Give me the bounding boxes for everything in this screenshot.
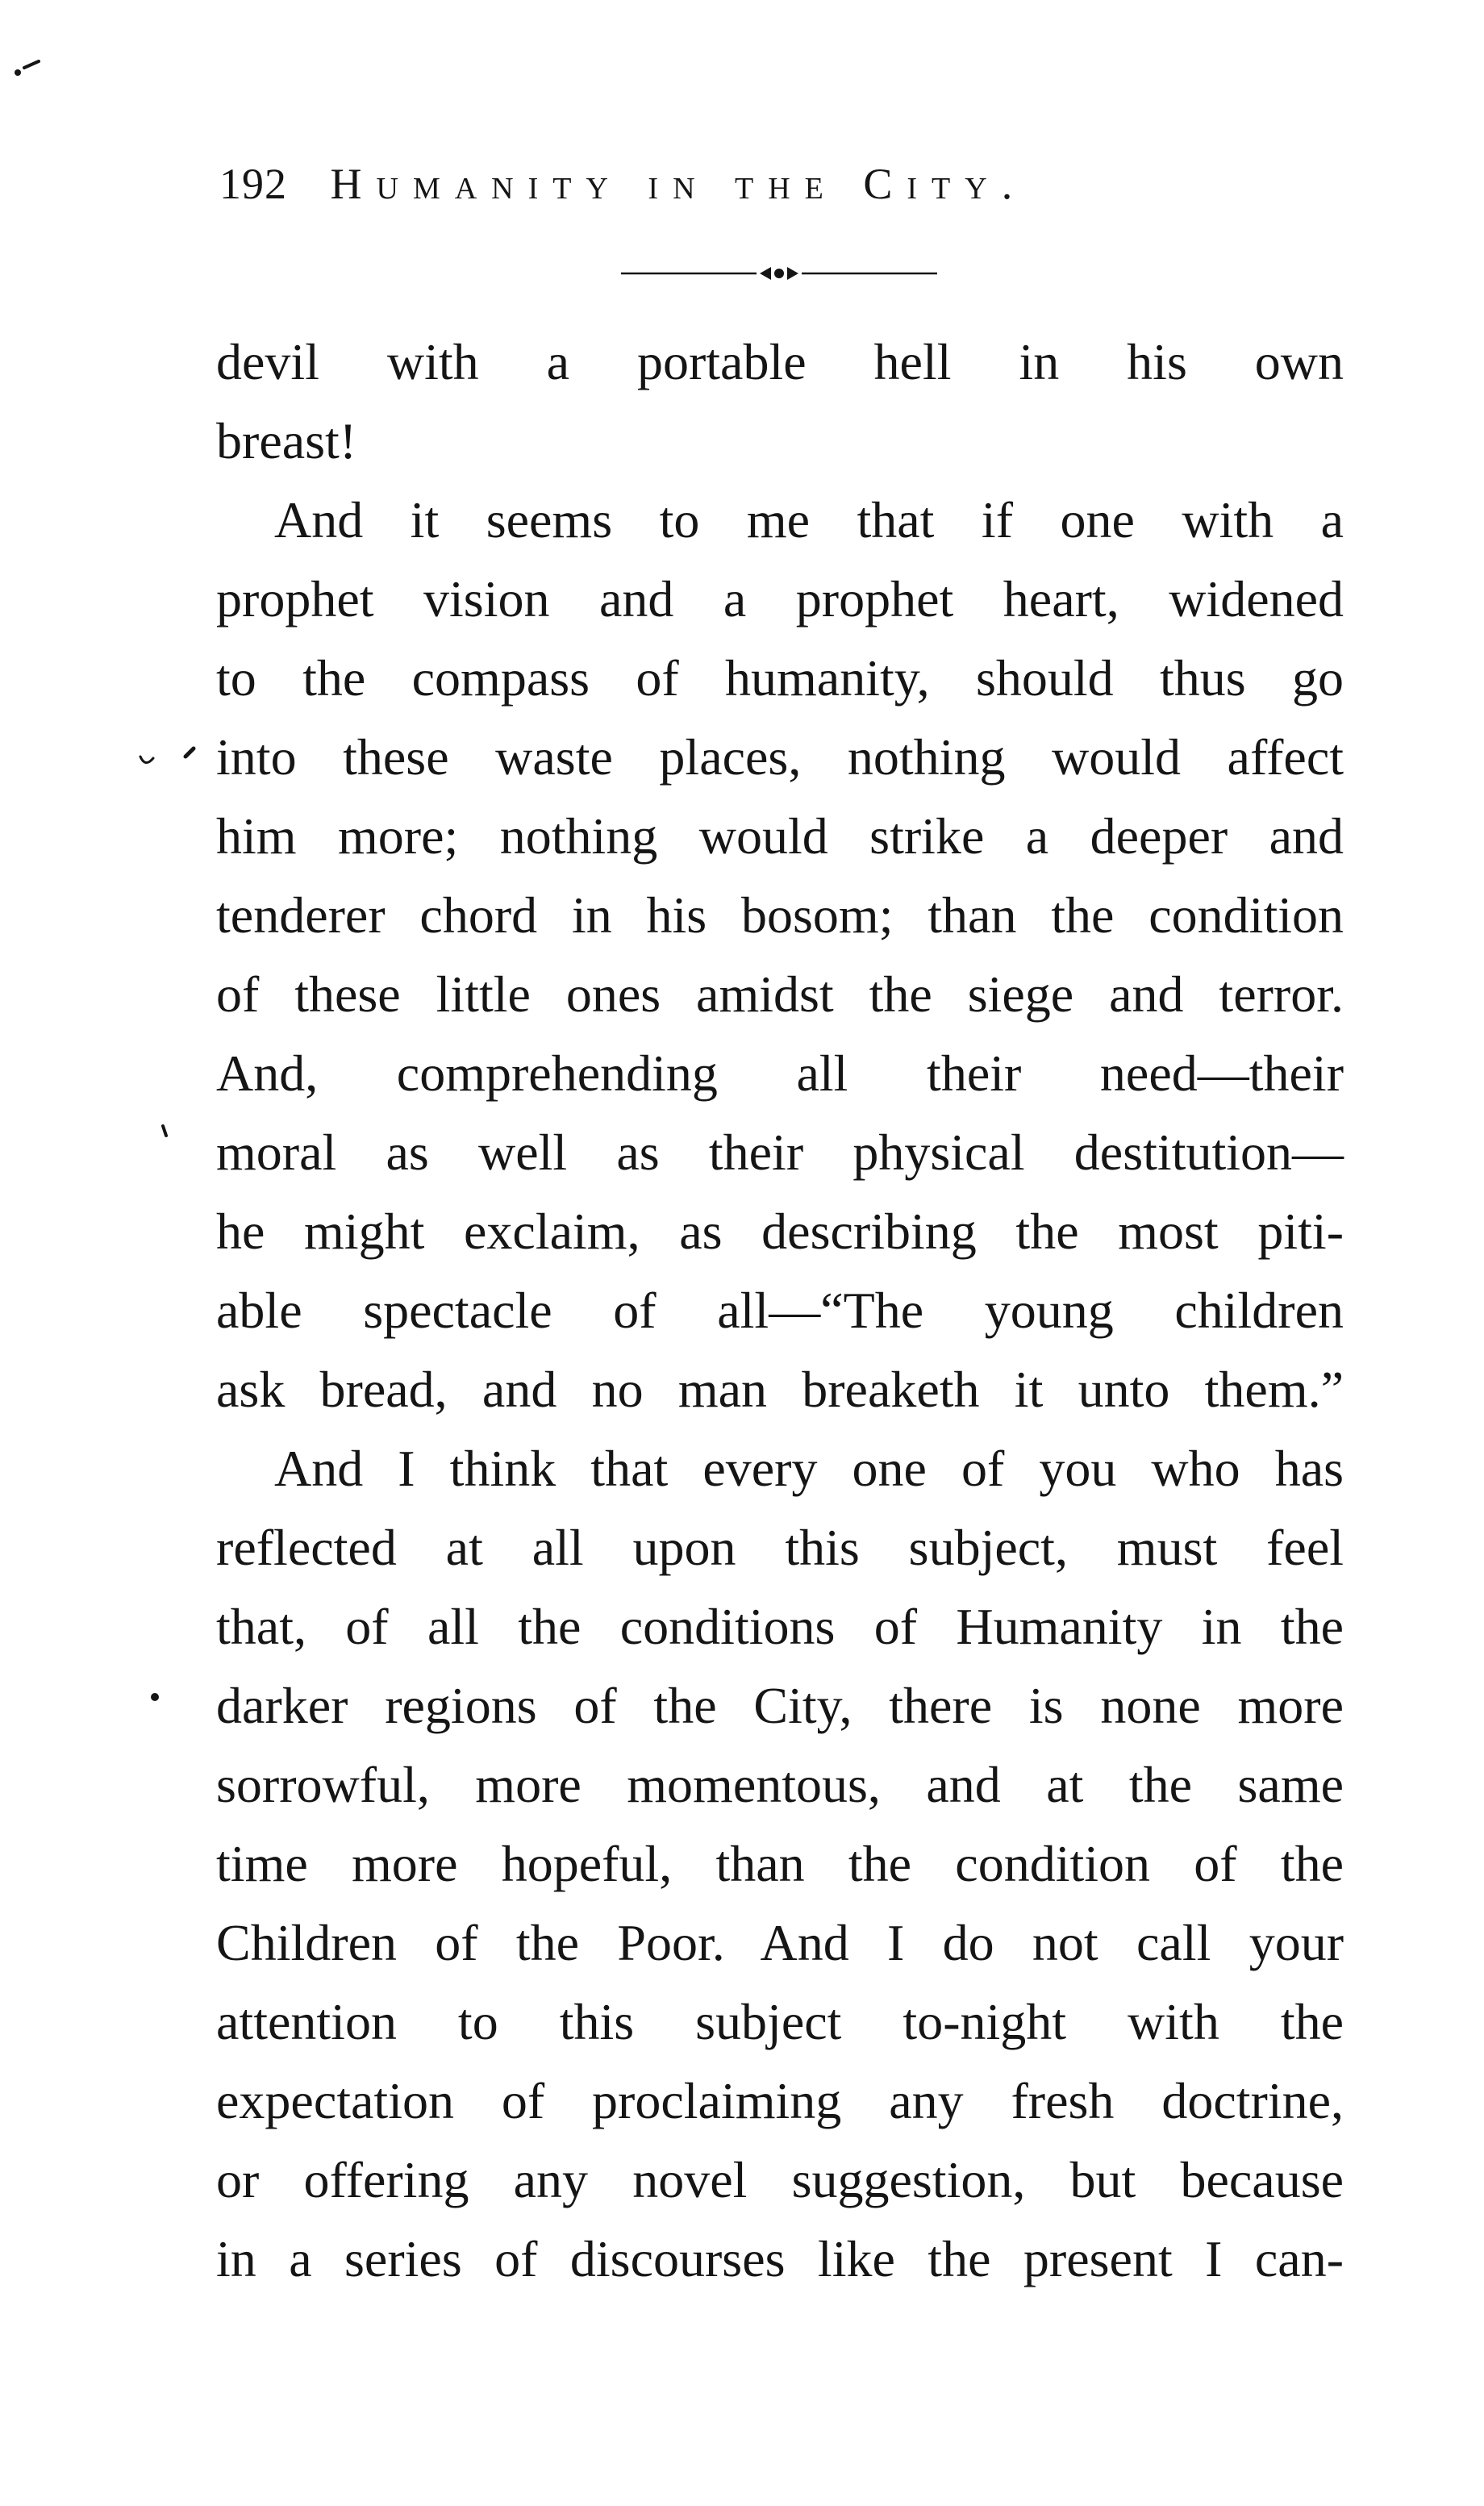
ink-speck-icon [144, 1686, 166, 1708]
text-line: that, of all the conditions of Humanity in the [216, 1598, 1344, 1655]
running-header [219, 152, 1219, 216]
ink-speck-icon [179, 742, 202, 765]
text-line: ask bread, and no man breaketh it unto them.” [216, 1361, 1344, 1418]
text-line: he might exclaim, as describing the most piti- [216, 1203, 1344, 1260]
ink-speck-icon [11, 58, 44, 81]
text-line: sorrowful, more momentous, and at the same [216, 1756, 1344, 1813]
text-line: tenderer chord in his bosom; than the condition [216, 886, 1344, 944]
text-line: And I think that every one of you who has [274, 1440, 1344, 1497]
text-line: moral as well as their physical destitution— [216, 1124, 1344, 1181]
ink-speck-icon [153, 1121, 176, 1144]
text-line: able spectacle of all—“The young children [216, 1282, 1344, 1339]
text-line: And it seems to me that if one with a [274, 491, 1344, 548]
text-line: reflected at all upon this subject, must feel [216, 1519, 1344, 1576]
text-line: prophet vision and a prophet heart, widened [216, 570, 1344, 628]
text-line: darker regions of the City, there is none more [216, 1677, 1344, 1734]
text-line: attention to this subject to-night with the [216, 1993, 1344, 2050]
ink-speck-icon [135, 750, 158, 773]
text-line: And, comprehending all their need—their [216, 1045, 1344, 1102]
text-line: Children of the Poor. And I do not call your [216, 1914, 1344, 1971]
text-line: into these waste places, nothing would affect [216, 728, 1344, 786]
text-line: time more hopeful, than the condition of the [216, 1835, 1344, 1892]
text-line: him more; nothing would strike a deeper and [216, 807, 1344, 865]
running-title: Humanity in the City. [330, 160, 1028, 208]
text-line: of these little ones amidst the siege and terror. [216, 965, 1344, 1023]
text-line: expectation of proclaiming any fresh doctrine, [216, 2072, 1344, 2129]
text-line: to the compass of humanity, should thus go [216, 649, 1344, 707]
page-number: 192 [219, 160, 287, 208]
text-line: in a series of discourses like the present I can- [216, 2230, 1344, 2287]
ornamental-rule-icon [619, 263, 939, 284]
text-line: breast! [216, 412, 357, 469]
text-line: or offering any novel suggestion, but because [216, 2151, 1344, 2208]
text-line: devil with a portable hell in his own [216, 333, 1344, 390]
